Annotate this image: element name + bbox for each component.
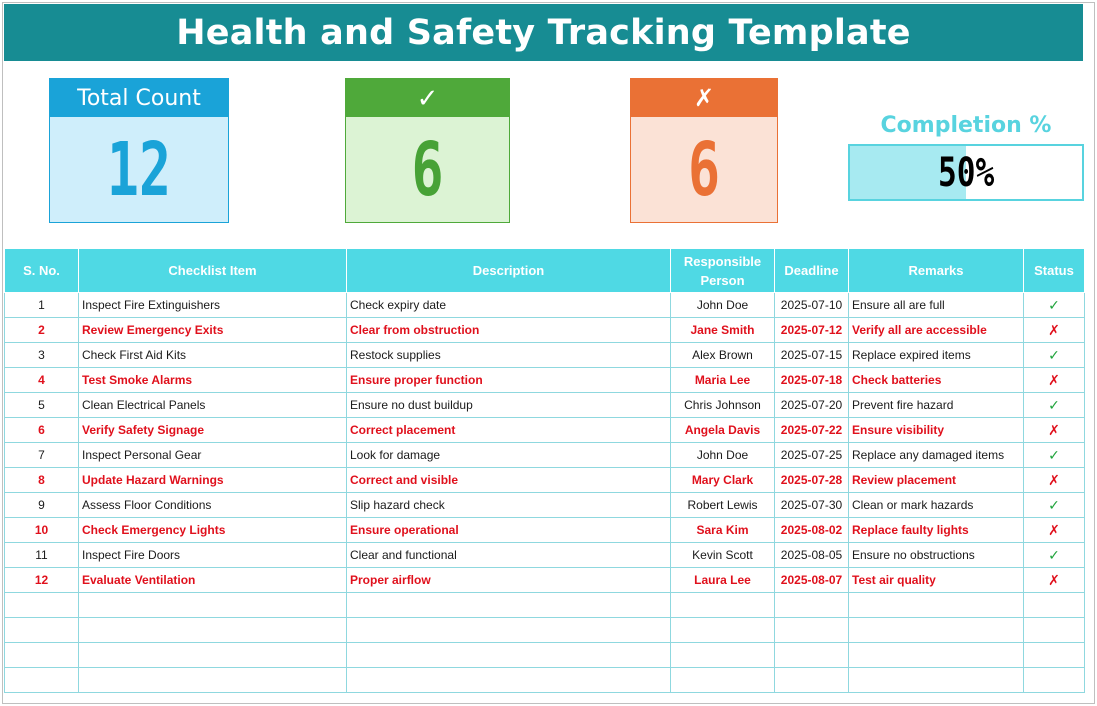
cell-status[interactable]: ✓	[1024, 493, 1085, 518]
cell-sno[interactable]: 4	[5, 368, 79, 393]
sheet-frame	[2, 2, 1095, 704]
cell-deadline[interactable]: 2025-07-22	[775, 418, 849, 443]
completion-label: Completion %	[880, 113, 1052, 138]
empty-cell[interactable]	[347, 668, 671, 693]
cell-remarks[interactable]: Replace faulty lights	[849, 518, 1024, 543]
empty-cell[interactable]	[1024, 668, 1085, 693]
cell-responsible-person[interactable]: Angela Davis	[671, 418, 775, 443]
empty-cell[interactable]	[1024, 593, 1085, 618]
cell-checklist-item[interactable]: Check First Aid Kits	[79, 343, 347, 368]
cell-sno[interactable]: 12	[5, 568, 79, 593]
cell-remarks[interactable]: Test air quality	[849, 568, 1024, 593]
empty-cell[interactable]	[671, 668, 775, 693]
cell-deadline[interactable]: 2025-07-12	[775, 318, 849, 343]
table-row	[5, 343, 1085, 368]
cross-icon: ✗	[631, 79, 777, 117]
cell-responsible-person[interactable]: Maria Lee	[671, 368, 775, 393]
empty-cell[interactable]	[775, 643, 849, 668]
cell-deadline[interactable]: 2025-08-02	[775, 518, 849, 543]
cell-description[interactable]: Proper airflow	[347, 568, 671, 593]
cell-description[interactable]: Ensure operational	[347, 518, 671, 543]
cell-description[interactable]: Correct placement	[347, 418, 671, 443]
cell-responsible-person[interactable]: Mary Clark	[671, 468, 775, 493]
total-count-value: 12	[106, 126, 172, 213]
empty-cell[interactable]	[347, 643, 671, 668]
table-row	[5, 543, 1085, 568]
cell-description[interactable]: Clear from obstruction	[347, 318, 671, 343]
completion-progress-bar	[848, 144, 1084, 201]
cell-checklist-item[interactable]: Test Smoke Alarms	[79, 368, 347, 393]
cell-sno[interactable]: 1	[5, 293, 79, 318]
cell-description[interactable]: Check expiry date	[347, 293, 671, 318]
cell-deadline[interactable]: 2025-07-28	[775, 468, 849, 493]
page-title: Health and Safety Tracking Template	[4, 4, 1083, 61]
check-icon: ✓	[346, 79, 509, 117]
cell-checklist-item[interactable]: Verify Safety Signage	[79, 418, 347, 443]
empty-cell[interactable]	[1024, 643, 1085, 668]
empty-cell[interactable]	[5, 643, 79, 668]
cell-responsible-person[interactable]: Chris Johnson	[671, 393, 775, 418]
cell-responsible-person[interactable]: Robert Lewis	[671, 493, 775, 518]
completed-count-value: 6	[411, 126, 444, 213]
cell-sno[interactable]: 5	[5, 393, 79, 418]
empty-table-row	[5, 643, 1085, 668]
cell-responsible-person[interactable]: Sara Kim	[671, 518, 775, 543]
empty-cell[interactable]	[79, 643, 347, 668]
cell-responsible-person[interactable]: Alex Brown	[671, 343, 775, 368]
cell-checklist-item[interactable]: Update Hazard Warnings	[79, 468, 347, 493]
cell-status[interactable]: ✓	[1024, 293, 1085, 318]
table-row	[5, 518, 1085, 543]
cell-checklist-item[interactable]: Inspect Personal Gear	[79, 443, 347, 468]
pending-count-value: 6	[687, 126, 721, 213]
completion-value: 50%	[937, 149, 995, 196]
cell-description[interactable]: Look for damage	[347, 443, 671, 468]
empty-cell[interactable]	[5, 618, 79, 643]
cell-sno[interactable]: 9	[5, 493, 79, 518]
table-row	[5, 468, 1085, 493]
table-row	[5, 568, 1085, 593]
cell-deadline[interactable]: 2025-07-25	[775, 443, 849, 468]
empty-cell[interactable]	[671, 593, 775, 618]
cell-checklist-item[interactable]: Inspect Fire Extinguishers	[79, 293, 347, 318]
header-status[interactable]: Status	[1024, 249, 1085, 293]
cell-description[interactable]: Restock supplies	[347, 343, 671, 368]
header-description[interactable]: Description	[347, 249, 671, 293]
empty-cell[interactable]	[849, 668, 1024, 693]
cell-deadline[interactable]: 2025-07-18	[775, 368, 849, 393]
cell-responsible-person[interactable]: Jane Smith	[671, 318, 775, 343]
empty-cell[interactable]	[849, 643, 1024, 668]
cell-deadline[interactable]: 2025-07-15	[775, 343, 849, 368]
empty-cell[interactable]	[849, 618, 1024, 643]
cell-remarks[interactable]: Replace expired items	[849, 343, 1024, 368]
table-row	[5, 443, 1085, 468]
cell-responsible-person[interactable]: John Doe	[671, 443, 775, 468]
header-remarks[interactable]: Remarks	[849, 249, 1024, 293]
cell-description[interactable]: Correct and visible	[347, 468, 671, 493]
cell-remarks[interactable]: Clean or mark hazards	[849, 493, 1024, 518]
cell-sno[interactable]: 7	[5, 443, 79, 468]
cell-remarks[interactable]: Ensure all are full	[849, 293, 1024, 318]
cell-remarks[interactable]: Verify all are accessible	[849, 318, 1024, 343]
empty-cell[interactable]	[671, 643, 775, 668]
cell-status[interactable]: ✓	[1024, 393, 1085, 418]
pending-count-card	[630, 78, 778, 223]
cell-deadline[interactable]: 2025-07-10	[775, 293, 849, 318]
table-row	[5, 318, 1085, 343]
cell-responsible-person[interactable]: John Doe	[671, 293, 775, 318]
cell-responsible-person[interactable]: Laura Lee	[671, 568, 775, 593]
cell-remarks[interactable]: Ensure no obstructions	[849, 543, 1024, 568]
cell-sno[interactable]: 6	[5, 418, 79, 443]
header-responsible-person[interactable]: Responsible Person	[671, 249, 775, 293]
cell-responsible-person[interactable]: Kevin Scott	[671, 543, 775, 568]
table-row	[5, 293, 1085, 318]
cell-sno[interactable]: 3	[5, 343, 79, 368]
empty-cell[interactable]	[775, 668, 849, 693]
empty-cell[interactable]	[671, 618, 775, 643]
empty-table-row	[5, 668, 1085, 693]
table-header-row	[5, 249, 1085, 293]
cell-deadline[interactable]: 2025-08-05	[775, 543, 849, 568]
cell-description[interactable]: Ensure no dust buildup	[347, 393, 671, 418]
cell-sno[interactable]: 8	[5, 468, 79, 493]
cell-checklist-item[interactable]: Evaluate Ventilation	[79, 568, 347, 593]
cell-checklist-item[interactable]: Assess Floor Conditions	[79, 493, 347, 518]
cell-remarks[interactable]: Review placement	[849, 468, 1024, 493]
empty-cell[interactable]	[1024, 618, 1085, 643]
total-count-card	[49, 78, 229, 223]
cell-status[interactable]: ✗	[1024, 318, 1085, 343]
empty-cell[interactable]	[79, 618, 347, 643]
cell-status[interactable]: ✗	[1024, 468, 1085, 493]
cell-sno[interactable]: 11	[5, 543, 79, 568]
empty-cell[interactable]	[79, 668, 347, 693]
cell-status[interactable]: ✓	[1024, 543, 1085, 568]
total-count-label: Total Count	[50, 79, 228, 117]
empty-cell[interactable]	[5, 593, 79, 618]
table-row	[5, 418, 1085, 443]
cell-status[interactable]: ✗	[1024, 518, 1085, 543]
cell-checklist-item[interactable]: Review Emergency Exits	[79, 318, 347, 343]
cell-status[interactable]: ✗	[1024, 368, 1085, 393]
cell-deadline[interactable]: 2025-08-07	[775, 568, 849, 593]
cell-status[interactable]: ✓	[1024, 343, 1085, 368]
cell-deadline[interactable]: 2025-07-20	[775, 393, 849, 418]
empty-cell[interactable]	[849, 593, 1024, 618]
table-row	[5, 368, 1085, 393]
cell-description[interactable]: Slip hazard check	[347, 493, 671, 518]
cell-remarks[interactable]: Check batteries	[849, 368, 1024, 393]
completed-count-card	[345, 78, 510, 223]
header-deadline[interactable]: Deadline	[775, 249, 849, 293]
header-checklist-item[interactable]: Checklist Item	[79, 249, 347, 293]
empty-cell[interactable]	[347, 618, 671, 643]
cell-description[interactable]: Clear and functional	[347, 543, 671, 568]
cell-checklist-item[interactable]: Inspect Fire Doors	[79, 543, 347, 568]
table-row	[5, 493, 1085, 518]
empty-table-row	[5, 618, 1085, 643]
table-row	[5, 393, 1085, 418]
cell-sno[interactable]: 2	[5, 318, 79, 343]
empty-cell[interactable]	[775, 593, 849, 618]
empty-cell[interactable]	[775, 618, 849, 643]
cell-deadline[interactable]: 2025-07-30	[775, 493, 849, 518]
empty-cell[interactable]	[347, 593, 671, 618]
cell-checklist-item[interactable]: Check Emergency Lights	[79, 518, 347, 543]
header-sno[interactable]: S. No.	[5, 249, 79, 293]
cell-description[interactable]: Ensure proper function	[347, 368, 671, 393]
empty-table-row	[5, 593, 1085, 618]
cell-remarks[interactable]: Replace any damaged items	[849, 443, 1024, 468]
cell-status[interactable]: ✓	[1024, 443, 1085, 468]
cell-sno[interactable]: 10	[5, 518, 79, 543]
checklist-table	[4, 248, 1085, 693]
cell-status[interactable]: ✗	[1024, 418, 1085, 443]
cell-remarks[interactable]: Ensure visibility	[849, 418, 1024, 443]
cell-remarks[interactable]: Prevent fire hazard	[849, 393, 1024, 418]
cell-status[interactable]: ✗	[1024, 568, 1085, 593]
empty-cell[interactable]	[79, 593, 347, 618]
empty-cell[interactable]	[5, 668, 79, 693]
cell-checklist-item[interactable]: Clean Electrical Panels	[79, 393, 347, 418]
